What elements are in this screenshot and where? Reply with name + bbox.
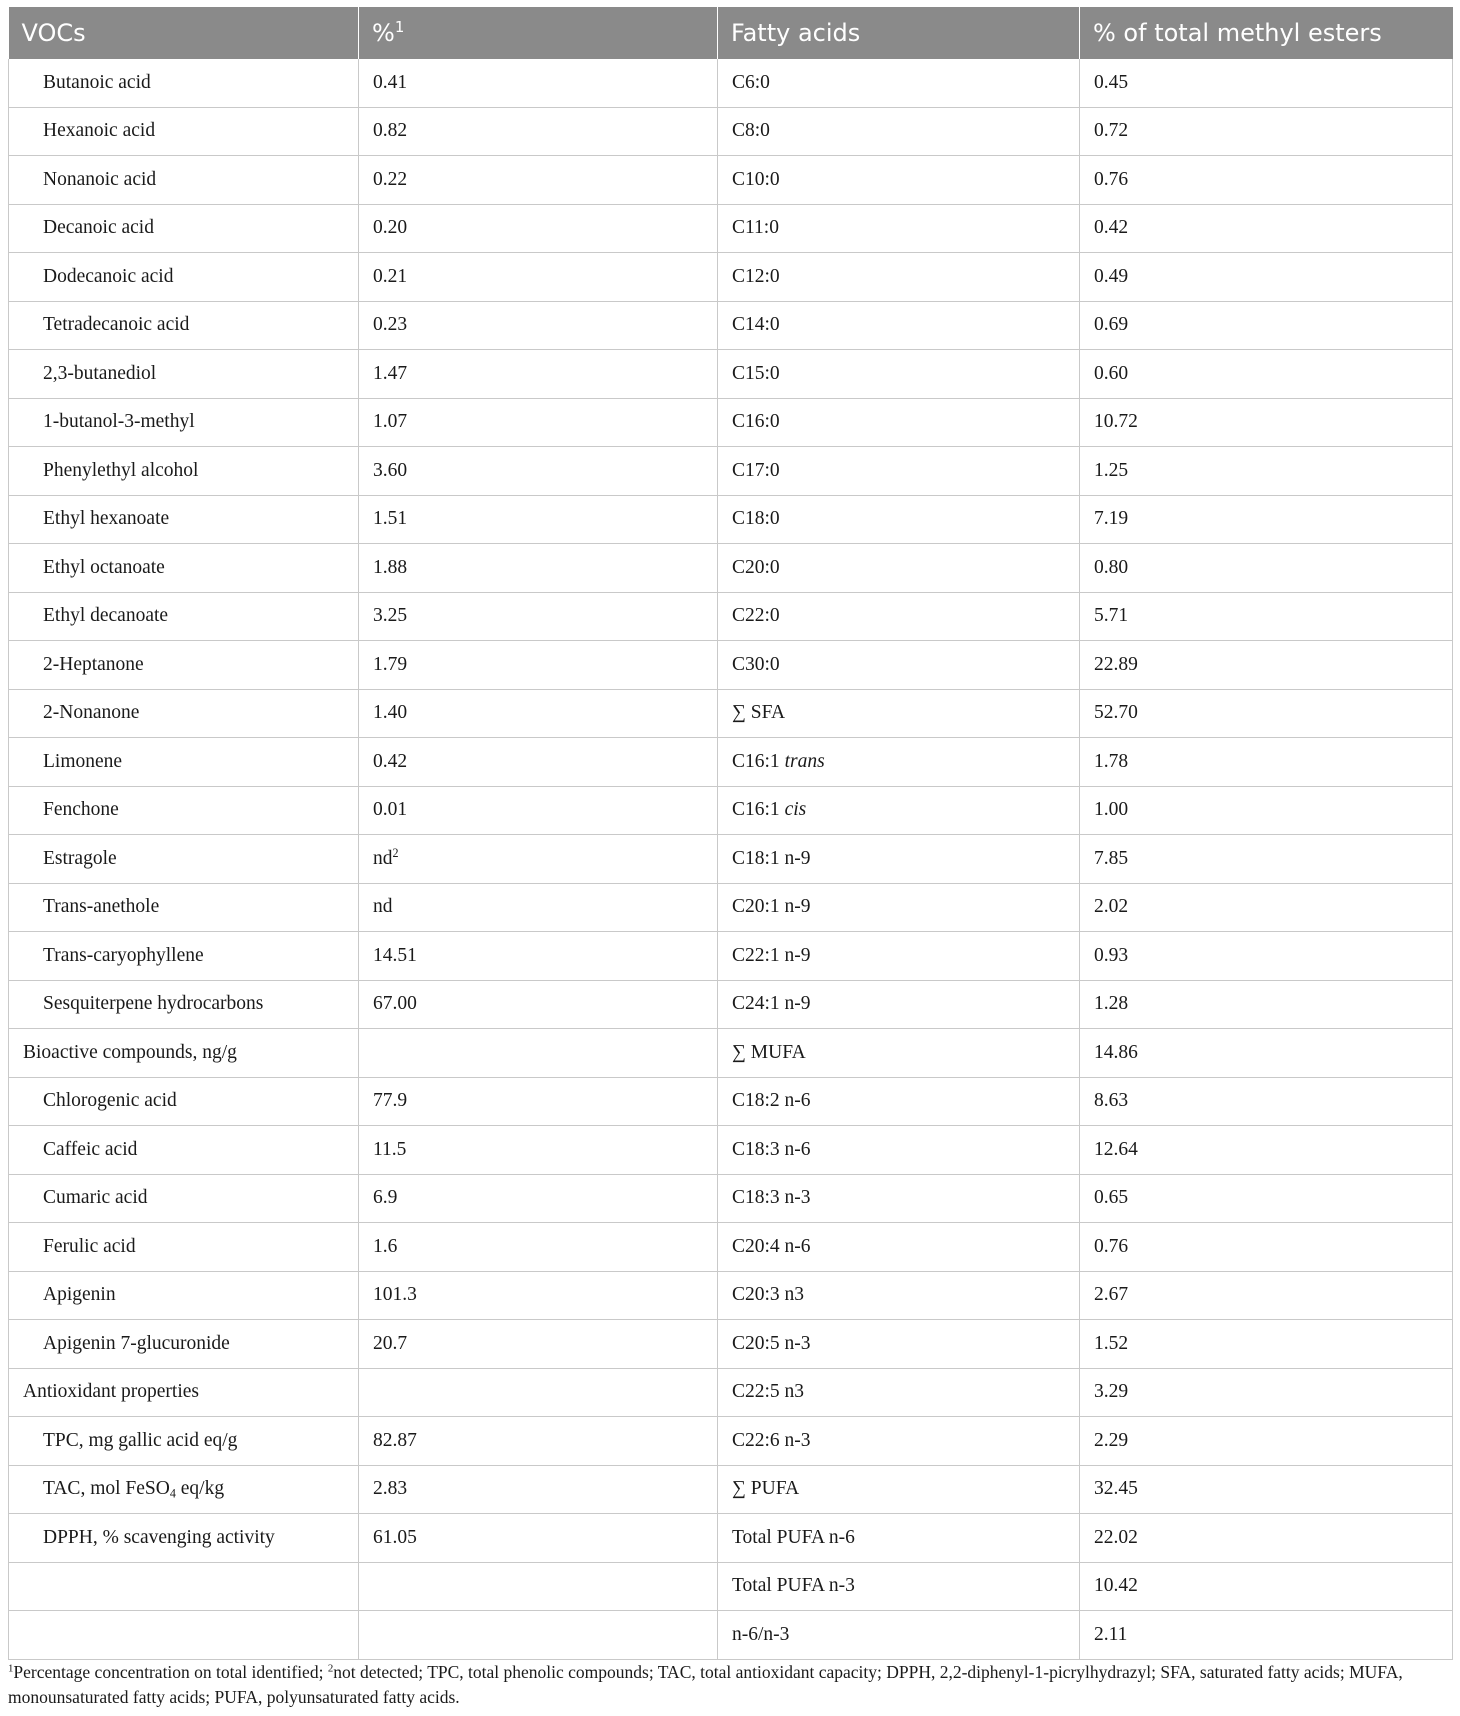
table-row — [9, 1077, 1453, 1126]
table-header-row — [9, 7, 1453, 59]
compound-value-cell: 20.7 — [359, 1320, 718, 1369]
fatty-acid-value-cell: 0.72 — [1080, 107, 1453, 156]
table-row — [9, 641, 1453, 690]
fatty-acid-name-cell: C22:6 n-3 — [718, 1417, 1080, 1466]
table-row — [9, 786, 1453, 835]
table-row — [9, 980, 1453, 1029]
fatty-acid-value-cell: 0.45 — [1080, 59, 1453, 107]
header-fatty-acids: Fatty acids — [718, 7, 1080, 59]
table-row — [9, 1271, 1453, 1320]
compound-name-cell: Chlorogenic acid — [9, 1077, 359, 1126]
fatty-acid-name-cell: C15:0 — [718, 350, 1080, 399]
compound-value-cell: 61.05 — [359, 1514, 718, 1563]
fatty-acid-value-cell: 32.45 — [1080, 1465, 1453, 1514]
fatty-acid-name-cell: C16:1 trans — [718, 738, 1080, 787]
compound-name-cell: Nonanoic acid — [9, 156, 359, 205]
table-row — [9, 156, 1453, 205]
footnote-text-1: Percentage concentration on total identified; — [13, 1662, 328, 1682]
compound-name-cell: Fenchone — [9, 786, 359, 835]
compound-value-cell: 0.42 — [359, 738, 718, 787]
fatty-acid-name-cell: C22:1 n-9 — [718, 932, 1080, 981]
compound-value-cell — [359, 1029, 718, 1078]
table-row — [9, 689, 1453, 738]
fatty-acid-name-cell: C18:3 n-6 — [718, 1126, 1080, 1175]
fatty-acid-name-cell: C20:3 n3 — [718, 1271, 1080, 1320]
fatty-acid-name-cell: C20:1 n-9 — [718, 883, 1080, 932]
fatty-acid-name-cell: ∑ MUFA — [718, 1029, 1080, 1078]
fatty-acid-value-cell: 8.63 — [1080, 1077, 1453, 1126]
table-footnote — [8, 1660, 1452, 1710]
section-label-cell: Bioactive compounds, ng/g — [9, 1029, 359, 1078]
fatty-acid-name-cell: C18:1 n-9 — [718, 835, 1080, 884]
fatty-acid-value-cell: 0.93 — [1080, 932, 1453, 981]
compound-name-cell: TPC, mg gallic acid eq/g — [9, 1417, 359, 1466]
fatty-acid-value-cell: 0.65 — [1080, 1174, 1453, 1223]
fatty-acid-name-cell: ∑ PUFA — [718, 1465, 1080, 1514]
fatty-acid-value-cell: 7.85 — [1080, 835, 1453, 884]
compound-value-cell: 1.79 — [359, 641, 718, 690]
compound-value-cell: 0.41 — [359, 59, 718, 107]
fatty-acid-value-cell: 22.02 — [1080, 1514, 1453, 1563]
fatty-acid-value-cell: 2.29 — [1080, 1417, 1453, 1466]
compound-name-cell: Caffeic acid — [9, 1126, 359, 1175]
fatty-acid-name-cell: C22:0 — [718, 592, 1080, 641]
compound-name-cell: Apigenin — [9, 1271, 359, 1320]
compound-name-cell: Ethyl decanoate — [9, 592, 359, 641]
fatty-acid-value-cell: 0.76 — [1080, 1223, 1453, 1272]
fatty-acid-name-cell: C20:0 — [718, 544, 1080, 593]
fatty-acid-value-cell: 1.25 — [1080, 447, 1453, 496]
table-row — [9, 1562, 1453, 1611]
compound-value-cell: 0.82 — [359, 107, 718, 156]
fatty-acid-name-cell: C18:2 n-6 — [718, 1077, 1080, 1126]
compound-name-cell — [9, 1562, 359, 1611]
table-row — [9, 1223, 1453, 1272]
compound-name-cell: Trans-caryophyllene — [9, 932, 359, 981]
fatty-acid-value-cell: 0.60 — [1080, 350, 1453, 399]
table-row — [9, 495, 1453, 544]
compound-name-cell: 1-butanol-3-methyl — [9, 398, 359, 447]
compound-name-cell: Butanoic acid — [9, 59, 359, 107]
fatty-acid-name-cell: C20:5 n-3 — [718, 1320, 1080, 1369]
compound-value-cell: 77.9 — [359, 1077, 718, 1126]
fatty-acid-value-cell: 12.64 — [1080, 1126, 1453, 1175]
table-row — [9, 1465, 1453, 1514]
fatty-acid-name-cell: C10:0 — [718, 156, 1080, 205]
table-body — [9, 59, 1453, 1659]
table-row — [9, 1611, 1453, 1660]
table-row — [9, 398, 1453, 447]
section-label-cell: Antioxidant properties — [9, 1368, 359, 1417]
table-row — [9, 301, 1453, 350]
compound-value-cell: $nd^2$ — [359, 835, 718, 884]
table-row — [9, 1320, 1453, 1369]
compound-value-cell: 82.87 — [359, 1417, 718, 1466]
compound-value-cell: 1.47 — [359, 350, 718, 399]
fatty-acid-value-cell: 2.67 — [1080, 1271, 1453, 1320]
compound-name-cell: Ethyl octanoate — [9, 544, 359, 593]
fatty-acid-value-cell: 14.86 — [1080, 1029, 1453, 1078]
footnote-mark-2: 2 — [327, 1662, 334, 1675]
table-row — [9, 253, 1453, 302]
header-vocs: VOCs — [9, 7, 359, 59]
fatty-acid-name-cell: Total PUFA n-6 — [718, 1514, 1080, 1563]
fatty-acid-name-cell: C16:0 — [718, 398, 1080, 447]
table-row — [9, 1514, 1453, 1563]
fatty-acid-value-cell: 7.19 — [1080, 495, 1453, 544]
compound-value-cell — [359, 1562, 718, 1611]
table-container — [8, 7, 1452, 1660]
compound-name-cell: Ethyl hexanoate — [9, 495, 359, 544]
footnote-mark-1: 1 — [8, 1662, 14, 1675]
fatty-acid-name-cell: C20:4 n-6 — [718, 1223, 1080, 1272]
compound-value-cell — [359, 1611, 718, 1660]
fatty-acid-value-cell: 1.78 — [1080, 738, 1453, 787]
table-row — [9, 1126, 1453, 1175]
compound-name-cell: TAC, mol FeSO$_4$ eq/kg — [9, 1465, 359, 1514]
fatty-acid-name-cell: C18:3 n-3 — [718, 1174, 1080, 1223]
table-row — [9, 592, 1453, 641]
compound-name-cell: 2-Nonanone — [9, 689, 359, 738]
compound-value-cell: 0.22 — [359, 156, 718, 205]
table-row — [9, 1029, 1453, 1078]
fatty-acid-value-cell: 5.71 — [1080, 592, 1453, 641]
fatty-acid-name-cell: C8:0 — [718, 107, 1080, 156]
fatty-acid-name-cell: C22:5 n3 — [718, 1368, 1080, 1417]
fatty-acid-name-cell: n-6/n-3 — [718, 1611, 1080, 1660]
compound-value-cell: 101.3 — [359, 1271, 718, 1320]
compound-name-cell: Sesquiterpene hydrocarbons — [9, 980, 359, 1029]
table-row — [9, 350, 1453, 399]
table-row — [9, 883, 1453, 932]
compound-name-cell: Hexanoic acid — [9, 107, 359, 156]
fatty-acid-name-cell: C30:0 — [718, 641, 1080, 690]
fatty-acid-value-cell: 3.29 — [1080, 1368, 1453, 1417]
table-row — [9, 738, 1453, 787]
fatty-acid-name-cell: C6:0 — [718, 59, 1080, 107]
compound-name-cell: Dodecanoic acid — [9, 253, 359, 302]
composition-table — [8, 7, 1453, 1660]
fatty-acid-value-cell: 2.11 — [1080, 1611, 1453, 1660]
compound-name-cell: 2,3-butanediol — [9, 350, 359, 399]
fatty-acid-value-cell: 1.28 — [1080, 980, 1453, 1029]
compound-value-cell: 0.20 — [359, 204, 718, 253]
compound-value-cell: 0.21 — [359, 253, 718, 302]
fatty-acid-name-cell: Total PUFA n-3 — [718, 1562, 1080, 1611]
fatty-acid-value-cell: 0.80 — [1080, 544, 1453, 593]
fatty-acid-value-cell: 1.00 — [1080, 786, 1453, 835]
table-row — [9, 544, 1453, 593]
table-row — [9, 1174, 1453, 1223]
compound-value-cell: 0.23 — [359, 301, 718, 350]
compound-value-cell: 1.07 — [359, 398, 718, 447]
compound-name-cell: 2-Heptanone — [9, 641, 359, 690]
compound-name-cell: Ferulic acid — [9, 1223, 359, 1272]
fatty-acid-name-cell: C14:0 — [718, 301, 1080, 350]
compound-name-cell: Estragole — [9, 835, 359, 884]
table-row — [9, 932, 1453, 981]
header-percent-footnote-mark: 1 — [394, 18, 405, 37]
compound-value-cell: 1.88 — [359, 544, 718, 593]
fatty-acid-name-cell: C16:1 cis — [718, 786, 1080, 835]
table-row — [9, 1368, 1453, 1417]
compound-value-cell — [359, 1368, 718, 1417]
compound-value-cell: nd — [359, 883, 718, 932]
compound-name-cell: Tetradecanoic acid — [9, 301, 359, 350]
fatty-acid-value-cell: 0.42 — [1080, 204, 1453, 253]
table-row — [9, 107, 1453, 156]
compound-name-cell — [9, 1611, 359, 1660]
compound-name-cell: DPPH, % scavenging activity — [9, 1514, 359, 1563]
compound-value-cell: 1.6 — [359, 1223, 718, 1272]
compound-value-cell: 67.00 — [359, 980, 718, 1029]
fatty-acid-name-cell: C24:1 n-9 — [718, 980, 1080, 1029]
table-row — [9, 447, 1453, 496]
footnote-text-2: not detected; TPC, total phenolic compounds; TAC, total antioxidant capacity; DPPH, 2,2-diphenyl-1-picrylhydrazyl; SFA, saturated fatty acids; MUFA, monounsaturated fatty acids; PUFA, polyunsaturated fatty acids. — [8, 1662, 1403, 1707]
fatty-acid-name-cell: C18:0 — [718, 495, 1080, 544]
fatty-acid-name-cell: C12:0 — [718, 253, 1080, 302]
fatty-acid-value-cell: 1.52 — [1080, 1320, 1453, 1369]
fatty-acid-value-cell: 2.02 — [1080, 883, 1453, 932]
fatty-acid-value-cell: 0.69 — [1080, 301, 1453, 350]
fatty-acid-name-cell: C17:0 — [718, 447, 1080, 496]
compound-name-cell: Phenylethyl alcohol — [9, 447, 359, 496]
compound-value-cell: 14.51 — [359, 932, 718, 981]
compound-name-cell: Trans-anethole — [9, 883, 359, 932]
fatty-acid-value-cell: 0.49 — [1080, 253, 1453, 302]
header-percent: %$^1$ — [359, 7, 718, 59]
compound-value-cell: 3.25 — [359, 592, 718, 641]
compound-value-cell: 11.5 — [359, 1126, 718, 1175]
compound-value-cell: 3.60 — [359, 447, 718, 496]
fatty-acid-name-cell: ∑ SFA — [718, 689, 1080, 738]
fatty-acid-value-cell: 22.89 — [1080, 641, 1453, 690]
fatty-acid-value-cell: 10.42 — [1080, 1562, 1453, 1611]
table-row — [9, 204, 1453, 253]
fatty-acid-value-cell: 10.72 — [1080, 398, 1453, 447]
table-row — [9, 1417, 1453, 1466]
fatty-acid-value-cell: 52.70 — [1080, 689, 1453, 738]
compound-name-cell: Decanoic acid — [9, 204, 359, 253]
compound-value-cell: 2.83 — [359, 1465, 718, 1514]
fatty-acid-value-cell: 0.76 — [1080, 156, 1453, 205]
compound-value-cell: 1.51 — [359, 495, 718, 544]
fatty-acid-name-cell: C11:0 — [718, 204, 1080, 253]
compound-value-cell: 1.40 — [359, 689, 718, 738]
compound-name-cell: Apigenin 7-glucuronide — [9, 1320, 359, 1369]
compound-name-cell: Cumaric acid — [9, 1174, 359, 1223]
compound-value-cell: 6.9 — [359, 1174, 718, 1223]
table-row — [9, 59, 1453, 107]
compound-value-cell: 0.01 — [359, 786, 718, 835]
table-row — [9, 835, 1453, 884]
header-total-methyl-esters: % of total methyl esters — [1080, 7, 1453, 59]
compound-name-cell: Limonene — [9, 738, 359, 787]
